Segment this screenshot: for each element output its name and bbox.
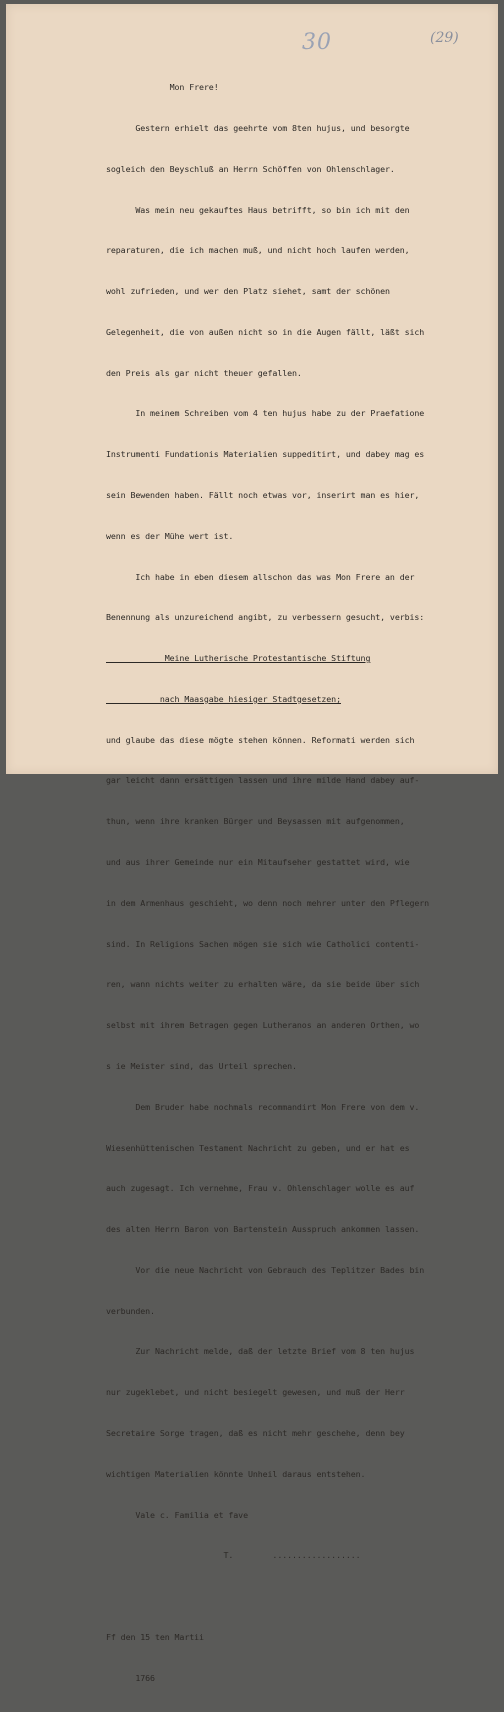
text-line-20: in dem Armenhaus geschieht, wo denn noch mehrer unter den Pflegern: [106, 897, 430, 908]
text-line-33: Secretaire Sorge tragen, daß es nicht mehr geschehe, denn bey: [106, 1427, 405, 1438]
text-line-17: gar leicht dann ersättigen lassen und ihre milde Hand dabey auf-: [106, 775, 420, 786]
text-line-4: reparaturen, die ich machen muß, und nicht hoch laufen werden,: [106, 245, 410, 256]
signature-line: T. ..................: [106, 1550, 361, 1561]
text-line-21: sind. In Religions Sachen mögen sie sich wie Catholici contenti-: [106, 938, 420, 949]
underlined-title-line-2: nach Maasgabe hiesiger Stadtgesetzen;: [106, 693, 341, 704]
text-line-6: Gelegenheit, die von außen nicht so in die Augen fällt, läßt sich: [106, 326, 425, 337]
text-line-7: den Preis als gar nicht theuer gefallen.: [106, 367, 302, 378]
text-line-10: sein Bewenden haben. Fällt noch etwas vor, inserirt man es hier,: [106, 490, 420, 500]
year-line: 1766: [106, 1672, 155, 1683]
text-line-1: Gestern erhielt das geehrte vom 8ten hujus, und besorgte: [106, 122, 410, 133]
text-line-19: und aus ihrer Gemeinde nur ein Mitaufseher gestattet wird, wie: [106, 857, 410, 868]
salutation: Mon Frere!: [169, 82, 219, 93]
text-line-16: und glaube das diese mögte stehen können. Reformati werden sich: [106, 734, 415, 745]
text-line-23: selbst mit ihrem Betragen gegen Lutheranos an anderen Orthen, wo: [106, 1020, 420, 1031]
text-line-29: Vor die neue Nachricht von Gebrauch des Teplitzer Bades bin: [106, 1264, 425, 1275]
text-line-11: wenn es der Mühe wert ist.: [106, 530, 234, 541]
text-line-34: wichtigen Materialien könnte Unheil daraus entstehen.: [106, 1468, 366, 1479]
archive-mark: (29): [430, 30, 459, 46]
text-line-3: Was mein neu gekauftes Haus betrifft, so bin ich mit den: [106, 204, 410, 215]
text-line-24: s ie Meister sind, das Urteil sprechen.: [106, 1060, 297, 1071]
folio-number: 30: [302, 30, 332, 55]
blank-line: [106, 1590, 492, 1604]
document-page: [6, 4, 498, 1683]
closing-line: Vale c. Familia et fave: [106, 1509, 248, 1520]
text-line-2: sogleich den Beyschluß an Herrn Schöffen von Ohlenschlager.: [106, 163, 395, 174]
text-line-5: wohl zufrieden, und wer den Platz siehet, samt der schönen: [106, 286, 390, 297]
text-line-28: des alten Herrn Baron von Bartenstein Ausspruch ankommen lassen.: [106, 1224, 420, 1235]
text-line-27: auch zugesagt. Ich vernehme, Frau v. Ohlenschlager wolle es auf: [106, 1183, 415, 1194]
text-line-26: Wiesenhüttenischen Testament Nachricht zu geben, und er hat es: [106, 1142, 410, 1153]
text-line-9: Instrumenti Fundationis Materialien suppeditirt, und dabey mag es: [106, 449, 425, 460]
text-line-32: nur zugeklebet, und nicht besiegelt gewesen, und muß der Herr: [106, 1387, 405, 1398]
text-line-13: Benennung als unzureichend angibt, zu verbessern gesucht, verbis:: [106, 612, 425, 623]
text-line-12: Ich habe in eben diesem allschon das was Mon Frere an der: [106, 571, 415, 582]
letter-body: [106, 54, 492, 1712]
text-line-25: Dem Bruder habe nochmals recommandirt Mon Frere von dem v.: [106, 1101, 420, 1112]
text-line-18: thun, wenn ihre kranken Bürger und Beysassen mit aufgenommen,: [106, 816, 405, 827]
text-line-22: ren, wann nichts weiter zu erhalten wäre, da sie beide über sich: [106, 979, 420, 990]
text-line-30: verbunden.: [106, 1305, 155, 1316]
text-line-8: In meinem Schreiben vom 4 ten hujus habe zu der Praefatione: [106, 408, 425, 419]
text-line-31: Zur Nachricht melde, daß der letzte Brief vom 8 ten hujus: [106, 1346, 415, 1357]
underlined-title-line-1: Meine Lutherische Protestantische Stiftung: [106, 653, 371, 664]
place-date-line: Ff den 15 ten Martii: [106, 1631, 204, 1642]
